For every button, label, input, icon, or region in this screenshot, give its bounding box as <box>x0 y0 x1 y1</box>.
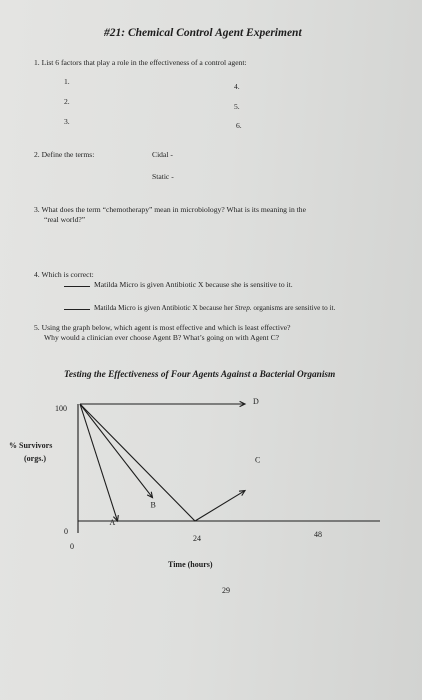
y-axis-label-line-1: % Survivors <box>9 441 53 450</box>
x-axis-label: Time (hours) <box>168 560 213 569</box>
option-2-text-end: organisms are sensitive to it. <box>251 304 336 312</box>
series-label-c: C <box>255 455 261 465</box>
term-cidal: Cidal - <box>152 150 173 159</box>
x-tick-label-48: 48 <box>314 530 322 539</box>
series-line-b <box>80 404 153 498</box>
question-2-prompt: 2. Define the terms: <box>34 150 95 159</box>
y-tick-label-100: 100 <box>55 404 67 413</box>
x-tick-label-24: 24 <box>193 534 201 543</box>
page-title: #21: Chemical Control Agent Experiment <box>104 27 302 39</box>
question-5-line-1: 5. Using the graph below, which agent is most effective and which is least effective? <box>34 323 291 332</box>
x-tick-label-0: 0 <box>70 542 74 551</box>
answer-number-4: 4. <box>234 82 240 91</box>
answer-number-5: 5. <box>234 102 240 111</box>
answer-number-2: 2. <box>64 97 70 106</box>
option-2-text-start: Matilda Micro is given Antibiotic X because her <box>94 304 235 312</box>
answer-number-1: 1. <box>64 77 70 86</box>
answer-number-3: 3. <box>64 117 70 126</box>
question-3-line-1: 3. What does the term “chemotherapy” mean in microbiology? What is its meaning in the <box>34 205 306 214</box>
term-static: Static - <box>152 172 174 181</box>
question-3-line-2: “real world?” <box>44 215 86 224</box>
question-4-prompt: 4. Which is correct: <box>34 270 94 279</box>
series-line-a <box>80 404 118 521</box>
option-1-text: Matilda Micro is given Antibiotic X because she is sensitive to it. <box>94 280 293 289</box>
series-label-d: D <box>253 397 259 406</box>
question-5-line-2: Why would a clinician ever choose Agent B? What’s going on with Agent C? <box>44 333 280 342</box>
option-2-italic-text: Strep. <box>234 304 252 312</box>
question-1-prompt: 1. List 6 factors that play a role in the effectiveness of a control agent: <box>34 58 247 67</box>
y-tick-label-0: 0 <box>64 527 68 536</box>
series-label-a: A <box>109 518 116 527</box>
answer-number-6: 6. <box>236 121 242 130</box>
chart-title: Testing the Effectiveness of Four Agents Against a Bacterial Organism <box>64 370 336 380</box>
series-line-c <box>80 404 245 521</box>
page-number: 29 <box>222 586 230 595</box>
y-axis-label-line-2: (orgs.) <box>24 454 46 463</box>
series-label-b: B <box>150 500 156 510</box>
